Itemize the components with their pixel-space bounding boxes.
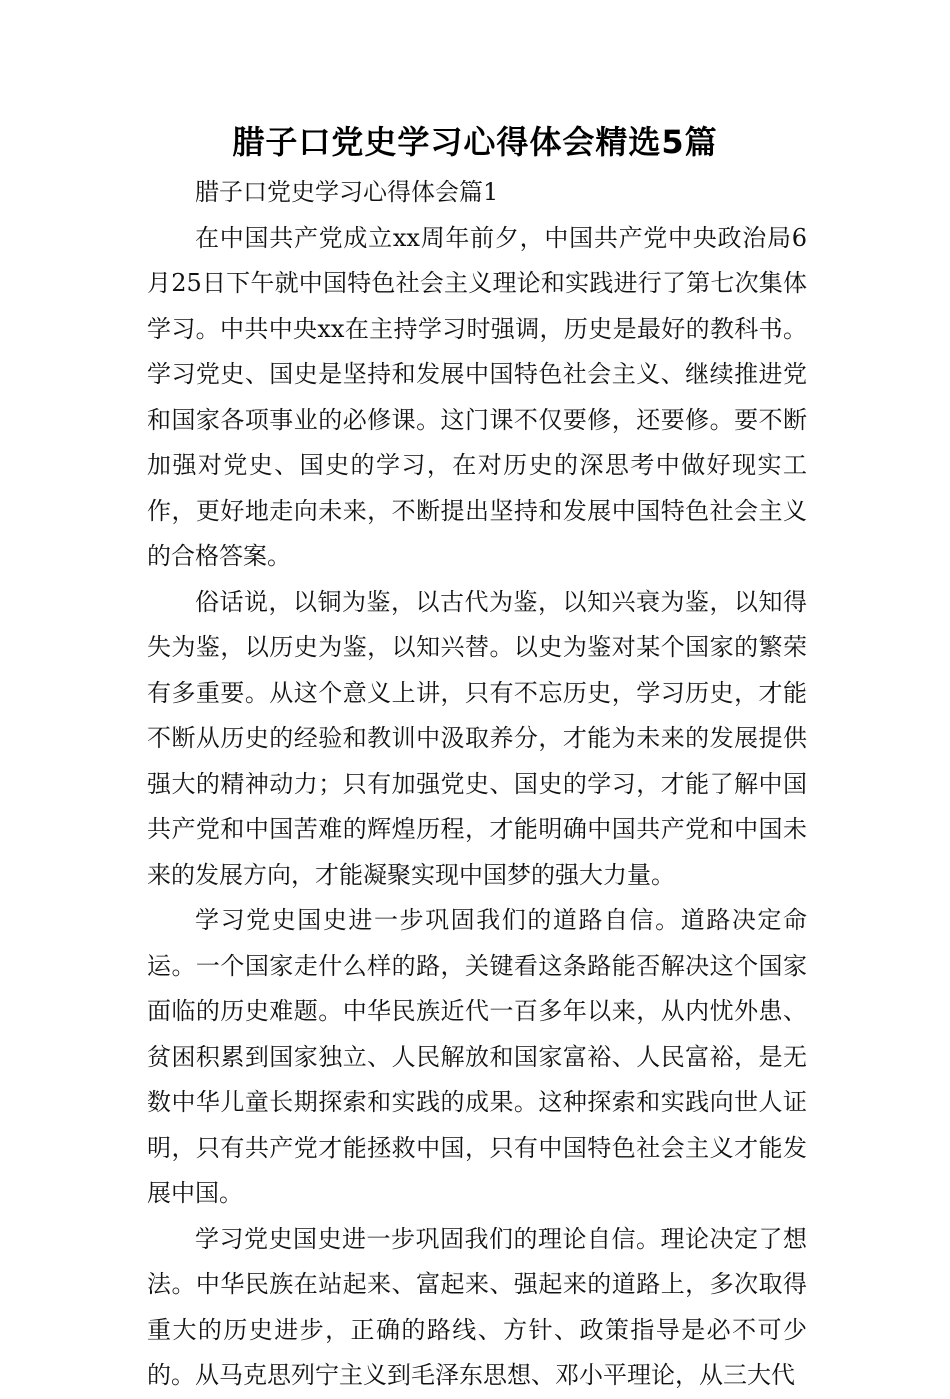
paragraph: 学习党史国史进一步巩固我们的道路自信。道路决定命运。一个国家走什么样的路，关键看这条路能否解决这个国家面临的历史难题。中华民族近代一百多年以来，从内忧外患、贫困积累到国家独立、人民解放和国家富裕、人民富裕，是无数中华儿童长期探索和实践的成果。这种探索和实践向世人证明，只有共产党才能拯救中国，只有中国特色社会主义才能发展中国。 <box>147 906 807 1207</box>
document-title: 腊子口党史学习心得体会精选5篇 <box>232 123 718 161</box>
document-body <box>147 170 807 1399</box>
section-heading: 腊子口党史学习心得体会篇1 <box>195 178 499 206</box>
paragraph: 俗话说，以铜为鉴，以古代为鉴，以知兴衰为鉴，以知得失为鉴，以历史为鉴，以知兴替。以史为鉴对某个国家的繁荣有多重要。从这个意义上讲，只有不忘历史，学习历史，才能不断从历史的经验和教训中汲取养分，才能为未来的发展提供强大的精神动力；只有加强党史、国史的学习，才能了解中国共产党和中国苦难的辉煌历程，才能明确中国共产党和中国未来的发展方向，才能凝聚实现中国梦的强大力量。 <box>147 587 807 889</box>
paragraph: 学习党史国史进一步巩固我们的理论自信。理论决定了想法。中华民族在站起来、富起来、强起来的道路上，多次取得重大的历史进步，正确的路线、方针、政策指导是必不可少的。从马克思列宁主义到毛泽东思想、邓小平理论，从三大代 <box>147 1224 807 1389</box>
paragraph: 在中国共产党成立xx周年前夕，中国共产党中央政治局6月25日下午就中国特色社会主义理论和实践进行了第七次集体学习。中共中央xx在主持学习时强调，历史是最好的教科书。学习党史、国史是坚持和发展中国特色社会主义、继续推进党和国家各项事业的必修课。这门课不仅要修，还要修。要不断加强对党史、国史的学习，在对历史的深思考中做好现实工作，更好地走向未来，不断提出坚持和发展中国特色社会主义的合格答案。 <box>147 223 807 570</box>
